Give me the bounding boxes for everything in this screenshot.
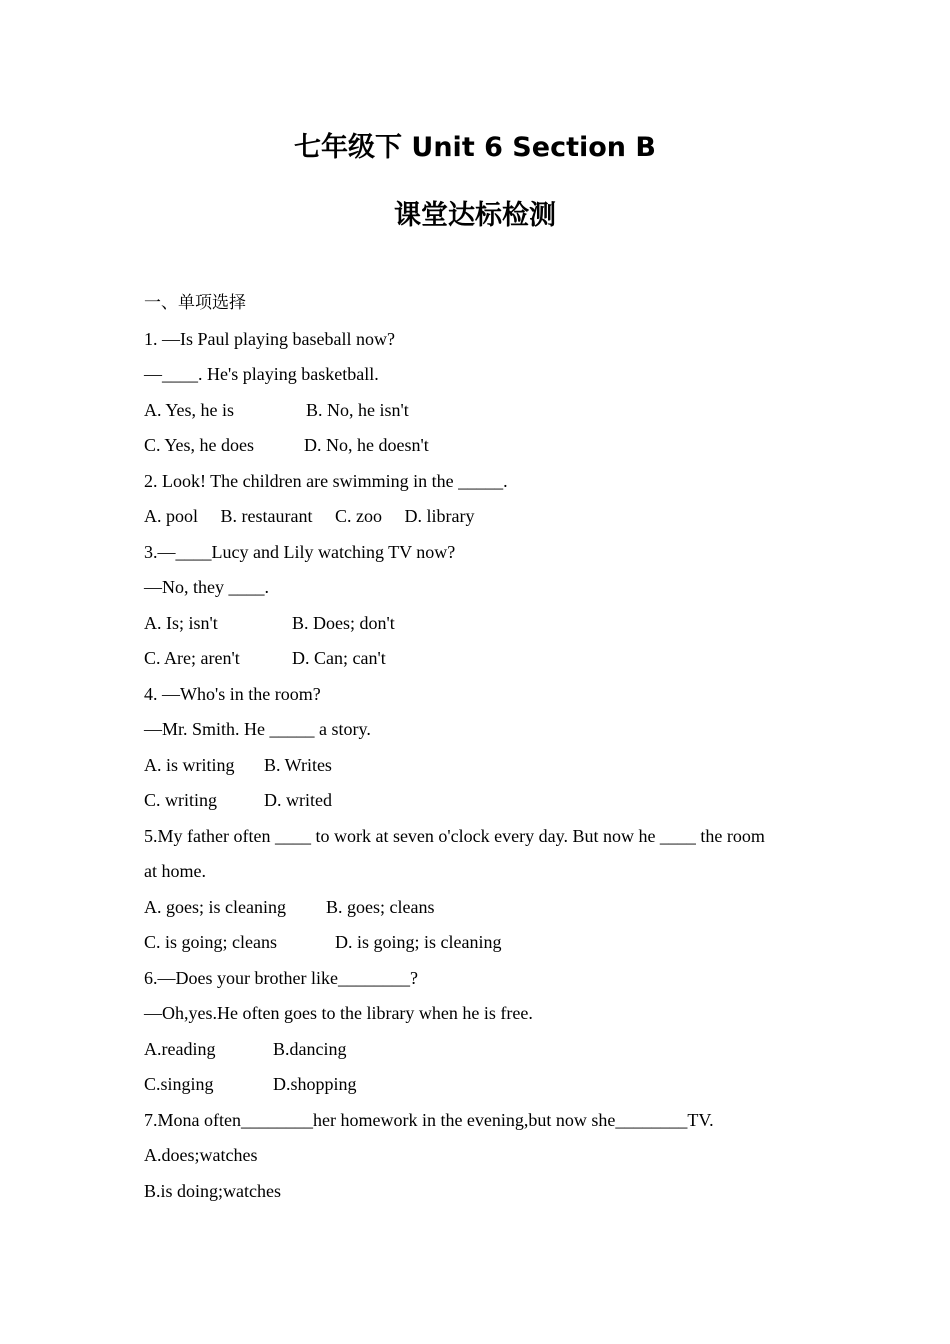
option-a: A.reading xyxy=(144,1038,216,1059)
page-subtitle: 课堂达标检测 xyxy=(394,200,556,231)
option-c: C. Yes, he does xyxy=(144,435,255,455)
question-5-stem-continued: at home. xyxy=(144,861,206,881)
question-7-option-b: B.is doing;watches xyxy=(144,1180,281,1201)
question-6-options-row xyxy=(144,1032,824,1068)
option-d: D. library xyxy=(404,506,475,526)
exercise-body xyxy=(144,286,824,1209)
question-5-options-row xyxy=(144,890,824,926)
page-title: 七年级下 Unit 6 Section B xyxy=(294,132,656,163)
option-a: A. pool xyxy=(144,506,198,526)
option-d: D. is going; is cleaning xyxy=(335,932,502,952)
option-b: B. Writes xyxy=(264,754,332,775)
option-a: A. goes; is cleaning xyxy=(144,896,286,917)
option-d: D. Can; can't xyxy=(292,648,386,668)
section-heading: 一、单项选择 xyxy=(144,293,246,313)
question-3-stem: 3.—____Lucy and Lily watching TV now? xyxy=(144,541,456,562)
option-c: C. is going; cleans xyxy=(144,932,277,952)
question-5-stem: 5.My father often ____ to work at seven o'clock every day. But now he ____ the room xyxy=(144,825,765,846)
question-3-stem-reply: —No, they ____. xyxy=(144,577,269,597)
option-a: A. Is; isn't xyxy=(144,612,218,633)
option-c: C. Are; aren't xyxy=(144,648,240,668)
question-1-options-row xyxy=(144,393,824,429)
question-1-stem-reply: —____. He's playing basketball. xyxy=(144,364,379,384)
option-d: D.shopping xyxy=(273,1074,357,1094)
question-6-options-row xyxy=(144,1067,824,1103)
question-6-stem-reply: —Oh,yes.He often goes to the library when he is free. xyxy=(144,1003,533,1023)
option-b: B. Does; don't xyxy=(292,612,395,633)
question-1-stem: 1. —Is Paul playing baseball now? xyxy=(144,328,395,349)
option-c: C. zoo xyxy=(334,506,382,526)
question-4-options-row xyxy=(144,783,824,819)
question-4-options-row xyxy=(144,748,824,784)
option-a: A. is writing xyxy=(144,754,235,775)
option-a: A. Yes, he is xyxy=(144,399,235,420)
question-1-options-row xyxy=(144,428,824,464)
option-b: B. restaurant xyxy=(220,506,313,526)
option-d: D. No, he doesn't xyxy=(304,435,429,455)
question-2-stem: 2. Look! The children are swimming in the _____. xyxy=(144,470,508,491)
question-4-stem: 4. —Who's in the room? xyxy=(144,683,321,704)
question-7-option-a: A.does;watches xyxy=(144,1145,258,1165)
question-7-stem: 7.Mona often________her homework in the evening,but now she________TV. xyxy=(144,1109,714,1130)
option-b: B. goes; cleans xyxy=(326,896,435,917)
question-3-options-row xyxy=(144,606,824,642)
option-c: C.singing xyxy=(144,1074,214,1094)
question-3-options-row xyxy=(144,641,824,677)
option-b: B. No, he isn't xyxy=(306,399,409,420)
option-b: B.dancing xyxy=(273,1038,347,1059)
option-d: D. writed xyxy=(264,790,332,810)
question-2-options-row xyxy=(144,499,824,535)
option-c: C. writing xyxy=(144,790,218,810)
question-5-options-row xyxy=(144,925,824,961)
question-4-stem-reply: —Mr. Smith. He _____ a story. xyxy=(144,719,371,739)
question-6-stem: 6.—Does your brother like________? xyxy=(144,967,418,988)
